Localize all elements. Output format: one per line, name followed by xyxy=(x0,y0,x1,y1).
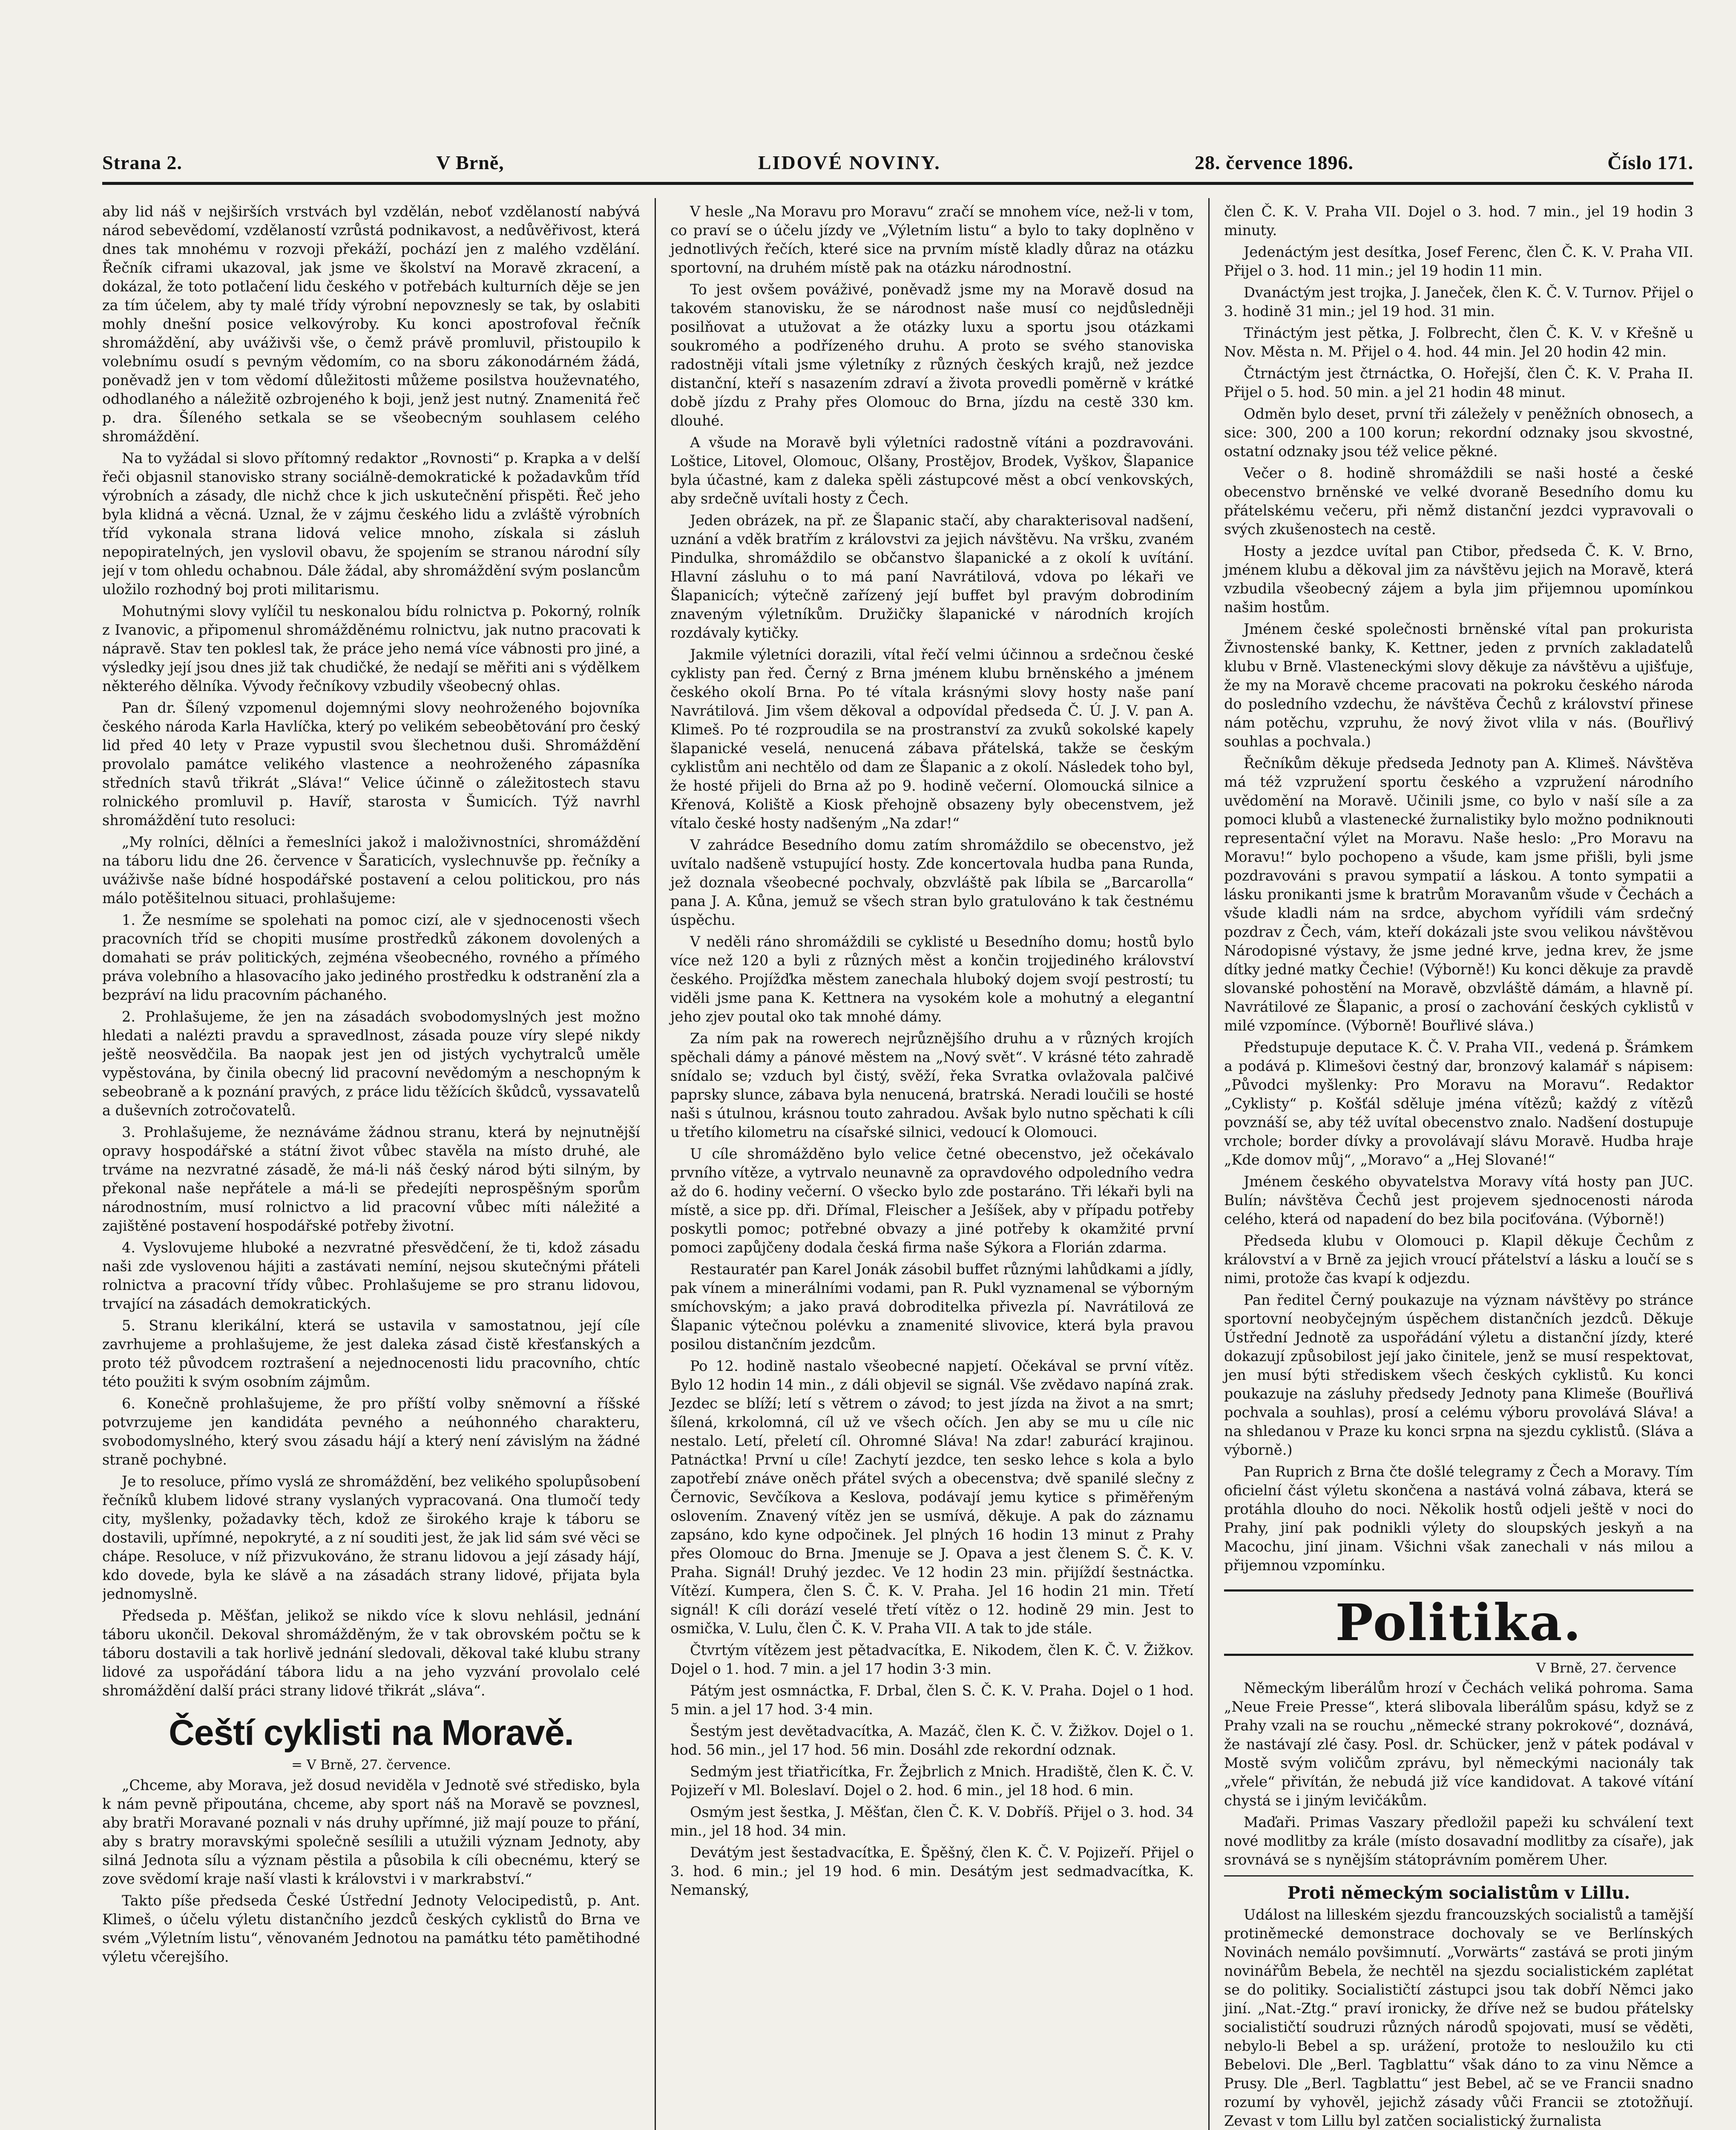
paragraph: Jakmile výletníci dorazili, vítal řečí velmi účinnou a srdečnou české cyklisty pan řed. Černý z Brna jménem klubu brněnského a jménem českého okolí Brna. Po té vítala krásnými slovy hosty naše paní Navrátilová. Jim všem děkoval a odpovídal předseda Č. Ú. J. V. pan A. Klimeš. Po té rozproudila se na prostranství za zvuků sokolské kapely šlapanické veselá, nenucená zábava přátelská, takže se českým cyklistům ani nechtělo od dam ze Šlapanic a z okolí. Následek toho byl, že hosté přijeli do Brna až po 9. hodině večerní. Olomoucká silnice a Křenová, Koliště a Kiosk přehojně obsazeny byly obecenstvem, jež vítalo české hosty nadšeným „Na zdar!“ xyxy=(670,646,1194,832)
paragraph: Za ním pak na rowerech nejrůznějšího druhu a v různých krojích spěchali dámy a pánové městem na „Nový svět“. V krásné této zahradě snídalo se; vzduch byl čistý, svěží, řeka Svratka ovlažovala palčivé paprsky slunce, zábava byla nenucená, bratrská. Neradi loučili se hosté naši s útulnou, krásnou touto zahradou. Avšak bylo nutno spěchati k cíli u třetího kilometru na císařské silnici, vedoucí k Olomouci. xyxy=(670,1030,1194,1140)
issue-number: Číslo 171. xyxy=(1607,152,1693,173)
race-result: Čtrnáctým jest čtrnáctka, O. Hořejší, člen Č. K. V. Praha II. Přijel o 5. hod. 50 min. a jel 21 hodin 48 minut. xyxy=(1224,365,1693,400)
paragraph: Předseda p. Měšťan, jelikož se nikdo více k slovu nehlásil, jednání táboru ukončil. Dekoval shromážděným, že v tak obrovském počtu se k táboru dostavili a tak horlivě jednání sledovali, děkoval také klubu strany lidové za uspořádání tábora lidu a na jeho vyzvání provolalo celé shromáždění další práci strany lidové třikrát „sláva“. xyxy=(102,1607,640,1699)
resolution-point: 2. Prohlašujeme, že jen na zásadách svobodomyslných jest možno hledati a nalézti pravdu a spravedlnost, zásada pouze víry slepé nikdy ještě neosvědčila. Ba naopak jest jen od jistých vychytralců uměle vypěstována, by činila obecný lid pracovní nevědomým a neschopným k sebeobraně a k poznání pravých, z práce lidu těžících škůdců, vyssavatelů a duševních zotročovatelů. xyxy=(102,1008,640,1119)
page-number: Strana 2. xyxy=(102,152,182,173)
column-3 xyxy=(1210,198,1693,2130)
column-1 xyxy=(102,198,656,2130)
paragraph: Je to resoluce, přímo vyslá ze shromáždění, bez velikého spolupůsobení řečníků klubem lidové strany vyslaných vypracovaná. Ona tlumočí tedy city, myšlenky, požadavky těch, kdož ze širokého kraje k táboru se dostavili, upřímné, nepokryté, a z ní souditi jest, že jak lid sám své věci se chápe. Resoluce, v níž přizvukováno, že stranu lidovou a její zásady hájí, kdo dovede, byla ke slávě a na zásadách strany lidové, přijata byla jednomyslně. xyxy=(102,1473,640,1602)
paragraph: Řečníkům děkuje předseda Jednoty pan A. Klimeš. Návštěva má též vzpružení sportu českého a vzpružení národního uvědomění na Moravě. Učinili jsme, co bylo v naší síle a za pomoci klubů a vlastenecké žurnalistiky bylo možno podniknouti representační výlet na Moravu. Naše heslo: „Pro Moravu na Moravu!“ bylo pochopeno a všude, kam jsme přišli, byli jsme pozdravováni s pravou sympatií a láskou. A tonto sympatii a lásku pronikanti jsme k bratrům Moravanům všude v Čechách a všude kladli nám na srdce, abychom vyřídili vám srdečný pozdrav z Čech, vám, kteří dokázali jste svou velikou návštěvou Národopisné výstavy, že jsme jedné krve, jedna krev, že jsme dítky jedné matky Čechie! (Výborně!) Ku konci děkuje za pravdě slovanské pohostění na Moravě, obzvláště dámám, a hlavně pí. Navrátilové ze Šlapanic, a prosí o zachování českých cyklistů v milé vzpomínce. (Výborně! Bouřlivé sláva.) xyxy=(1224,755,1693,1034)
race-result: Šestým jest devětadvacítka, A. Mazáč, člen K. Č. V. Žižkov. Dojel o 1. hod. 56 min., jel 17 hod. 56 min. Dosáhl zde rekordní odznak. xyxy=(670,1723,1194,1758)
paragraph: „Chceme, aby Morava, jež dosud neviděla v Jednotě své středisko, byla k nám pevně připoutána, chceme, aby sport náš na Moravě se povznesl, aby bratři Moravané poznali v nás druhy upřímné, již mají pouze to přání, aby s bratry moravskými společně sesílili a utužili význam Jednoty, aby silná Jednota sílu a význam pěstila a působila k cíli obecnému, který se zove svědomí kraje naší vlasti k královstvi i v markrabství.“ xyxy=(102,1777,640,1887)
resolution-point: 4. Vyslovujeme hluboké a nezvratné přesvědčení, že ti, kdož zásadu naši zde vyslovenou hájiti a zastávati nemíní, nejsou skutečnými přáteli rolnictva a pracovní třídy vůbec. Prohlašujeme se pro stranu lidovou, trvající na zásadách demokratických. xyxy=(102,1239,640,1312)
masthead-rule xyxy=(102,182,1693,185)
section-headline: Politika. xyxy=(1224,1589,1693,1656)
issue-date: 28. července 1896. xyxy=(1194,152,1354,173)
article-headline: Čeští cyklisti na Moravě. xyxy=(169,1713,574,1753)
resolution-point: 5. Stranu klerikální, která se ustavila v samostatnou, její cíle zavrhujeme a prohlašujeme, že jest daleka zásad čistě křesťanských a proto též původcem roztrašení a nejednocenosti lidu pracovního, chtíc této použiti k svým osobním zájmům. xyxy=(102,1317,640,1390)
race-result: Dvanáctým jest trojka, J. Janeček, člen K. Č. V. Turnov. Přijel o 3. hodině 31 min.; jel 19 hod. 31 min. xyxy=(1224,284,1693,320)
paragraph: Pan ředitel Černý poukazuje na význam návštěvy po stránce sportovní neobyčejným úspěchem distančních jezdců. Děkuje Ústřední Jednotě za uspořádání výletu a distanční jízdy, které dokazují způsobilost její jako činitele, jenž se musí respektovat, jen musí býti střediskem všech českých cyklistů. Ku konci poukazuje na zásluhy předsedy Jednoty pana Klimeše (Bouřlivá pochvala a souhlas), prosí a celému výboru provolává Sláva! a na shledanou v Praze ku konci srpna na sjezdu cyklistů. (Sláva a výborně.) xyxy=(1224,1292,1693,1458)
paragraph: Německým liberálům hrozí v Čechách veliká pohroma. Sama „Neue Freie Presse“, která slibovala liberálům spásu, když se z Prahy vzali na se rouchu „německé strany pokrokové“, doznává, že nastávají zlé časy. Posl. dr. Schücker, jenž v pátek podával v Mostě svým voličům zprávu, byl německými nacionály tak „vřele“ přivítán, že nebudá již více kandidovat. A takové vítání chystá se i jiným levičákům. xyxy=(1224,1680,1693,1809)
resolution-point: 3. Prohlašujeme, že neznáváme žádnou stranu, která by nejnutnější opravy hospodářské a státní život vůbec stavěla na místo druhé, ale trváme na nezvratné zásadě, že má-li náš český národ býti silným, by překonal naše nepřátele a má-li se předejíti neprospěšným sporům národnostním, musí rolnictvo a lid pracovní vůbec míti náležité a zajištěné postavení hospodářské potřeby životní. xyxy=(102,1124,640,1234)
paragraph: Po 12. hodině nastalo všeobecné napjetí. Očekával se první vítěz. Bylo 12 hodin 14 min., z dáli objevil se signál. Vše zvědavo napíná zrak. Jezdec se blíží; letí s větrem o závod; to jest jízda na život a na smrt; šílená, krkolomná, cíl už ve všech očích. Jen aby se mu u cíle nic nestalo. Letí, přeletí cíl. Ohromné Sláva! Na zdar! zaburácí krajinou. Patnáctka! První u cíle! Zachytí jezdce, ten sesko lehce s kola a bylo zapotřebí znáve oněch přátel svých a obecenstva; dvě spanilé slečny z Černovic, Sevčíkova a Keslova, podávají jemu kytice s přiměřeným oslovením. Znavený vítěz jen se usmívá, děkuje. A pak do záznamu zapsáno, kdo kyne odpočinek. Jel plných 16 hodin 13 minut z Prahy přes Olomouc do Brna. Jmenuje se J. Opava a jest členem S. Č. K. V. Praha. Signál! Druhý jezdec. Ve 12 hodin 23 min. přijíždí šestnáctka. Vítězí. Kumpera, člen S. Č. K. V. Praha. Jel 16 hodin 21 min. Třetí signál! K cíli dorází veselé třetí vítěz o 12. hodině 29 min. Jest to osmička, V. Lulu, člen Č. K. V. Praha VII. A tak to jde stále. xyxy=(670,1358,1194,1637)
race-result: Sedmým jest třiatřicítka, Fr. Žejbrlich z Mnich. Hradiště, člen K. Č. V. Pojizeří v Ml. Boleslaví. Dojel o 2. hod. 6 min., jel 18 hod. 6 min. xyxy=(670,1763,1194,1799)
paragraph: To jest ovšem pováživé, poněvadž jsme my na Moravě dosud na takovém stanovisku, že se národnost naše musí co nejdůsledněji posilňovat a utužovat a že otázky luxu a sportu jsou otázkami soukromého a podřízeného druhu. A proto se svého stanoviska radostněji vítali jsme výletníky z různých českých krajů, než jezdce distanční, kteří s nasazením zdraví a života provedli poměrně v krátké době jízdu z Prahy přes Olomouc do Brna, jízdu na cestě 330 km. dlouhé. xyxy=(670,281,1194,429)
race-result: Třináctým jest pětka, J. Folbrecht, člen Č. K. V. v Křešně u Nov. Města n. M. Přijel o 4. hod. 44 min. Jel 20 hodin 42 min. xyxy=(1224,325,1693,360)
column-2 xyxy=(656,198,1210,2130)
resolution-point: 1. Že nesmíme se spolehati na pomoc cizí, ale v sjednocenosti všech pracovních tříd se chopiti musíme prostředků zákonem dovolených a domahati se práv politických, zejména všeobecného, rovného a přímého práva volebního a hlasovacího jako jediného prostředku k odstranění zla a bezpráví na lidu pracovním páchaného. xyxy=(102,912,640,1003)
newspaper-page xyxy=(102,151,1693,2130)
paragraph: Pan dr. Šílený vzpomenul dojemnými slovy neohroženého bojovníka českého národa Karla Havlíčka, který po velikém sebeobětování pro český lid před 40 lety v Praze vypustil svou šlechetnou duši. Shromáždění provolalo památce velikého vlastence a neohroženého zápasníka středních stavů třikrát „Sláva!“ Velice účinně o záležitostech stavu rolnického promluvil p. Havíř, starosta v Šumicích. Týž navrhl shromáždění tuto resoluci: xyxy=(102,699,640,829)
paragraph: Maďaři. Primas Vaszary předložil papeži ku schválení text nové modlitby za krále (místo dosavadní modlitby za císaře), jak srovnává se s nynějším státoprávním poměrem Uher. xyxy=(1224,1814,1693,1868)
paragraph: V neděli ráno shromáždili se cyklisté u Besedního domu; hostů bylo více než 120 a byli z různých měst a končin trojjediného království českého. Projížďka městem zanechala hluboký dojem svojí pestrostí; tu viděli jsme pana K. Kettnera na vysokém kole a mohutný a elegantní jeho zjev poutal oko tak mnohé dámy. xyxy=(670,933,1194,1025)
paragraph: Hosty a jezdce uvítal pan Ctibor, předseda Č. K. V. Brno, jménem klubu a děkoval jim za návštěvu jejich na Moravě, která vzbudila všeobecný zájem a byla jim přijemnou upomínkou našim hostům. xyxy=(1224,543,1693,616)
paragraph: Takto píše předseda České Ústřední Jednoty Velocipedistů, p. Ant. Klimeš, o účelu výletu distančního jezdců českých cyklistů do Brna ve svém „Výletním listu“, věnovaném Jednotou na památku této pamětihodné výletu včerejšího. xyxy=(102,1892,640,1965)
race-result: člen Č. K. V. Praha VII. Dojel o 3. hod. 7 min., jel 19 hodin 3 minuty. xyxy=(1224,203,1693,239)
paragraph: Předseda klubu v Olomouci p. Klapil děkuje Čechům z království a v Brně za jejich vroucí přátelství a lásku a loučí se s nimi, protože čas kvapí k odjezdu. xyxy=(1224,1232,1693,1287)
item-headline: Proti německým socialistům v Lillu. xyxy=(1224,1875,1693,1905)
paragraph: V zahrádce Besedního domu zatím shromáždilo se obecenstvo, jež uvítalo nadšeně vstupující hosty. Zde koncertovala hudba pana Runda, jež doznala všeobecné pochvaly, obzvláště pak líbila se „Barcarolla“ pana J. A. Kůna, jemuž se všech stran bylo gratulováno k tak čestnému úspěchu. xyxy=(670,837,1194,928)
dateline: = V Brně, 27. července. xyxy=(291,1757,451,1773)
paragraph: aby lid náš v nejširších vrstvách byl vzdělán, neboť vzdělaností nabývá národ sebevědomí, vzdělaností vzrůstá podnikavost, a nedůvěřivost, která dnes tak mnohému v rozvoji překáží, pochází jen z malého vzdělání. Řečník ciframi ukazoval, jak jsme ve školství na Moravě zkracení, a dokázal, že toto potlačení lidu českého v potřebách kulturních děje se jen za tím účelem, aby ty malé třídy výrobní nepovznesly se tak, by oslabiti mohly dnešní posice velkovýroby. Ku konci apostrofoval řečník shromáždění, aby uváživši vše, o čemž právě promluvil, přistoupilo k volebnímu osudí s pevným vědomím, co na sboru zákonodárném žádá, poněvadž jen v tom vědomí důležitosti můžeme posilstva houževnatého, odhodlaného a náležitě ozbrojeného k boji, jenž jest nutný. Znamenitá řeč p. dra. Šíleného setkala se se všeobecným souhlasem celého shromáždění. xyxy=(102,203,640,445)
paragraph: Událost na lilleském sjezdu francouzských socialistů a tamější protiněmecké demonstrace dochovaly se ve Berlínských Novinách nemálo povšimnutí. „Vorwärts“ zastává se proti jiným novinářům Bebela, že nechtěl na sjezdu socialistickém zaplétat se do politiky. Socialističtí zástupci jsou tak dobří Němci jako jiní. „Nat.-Ztg.“ praví ironicky, že dříve než se budou přátelsky socialističtí soudruzi různých národů spojovati, musí se věděti, nebylo-li Bebel a sp. urážení, protože to nesloužilo ku cti Bebelovi. Dle „Berl. Tagblattu“ však dáno to za vinu Němce a Prusy. Dle „Berl. Tagblattu“ jest Bebel, ač se ve Francii snadno rozumí by vyhověl, jejichž zásady vůči Francii se ztotožňují. Zevast v tom Lillu byl zatčen socialistický žurnalista xyxy=(1224,1906,1693,2129)
paragraph: Večer o 8. hodině shromáždili se naši hosté a české obecenstvo brněnské ve velké dvoraně Besedního domu ku přátelskému večeru, při němž distanční jezdci vypravovali o svých zkušenostech na cestě. xyxy=(1224,465,1693,538)
paragraph: A všude na Moravě byli výletníci radostně vítáni a pozdravováni. Loštice, Litovel, Olomouc, Olšany, Prostějov, Brodek, Vyškov, Šlapanice byla účastné, kam z daleka spěli zástupcové měst a obcí venkovských, aby srdečně uvítali hosty z Čech. xyxy=(670,434,1194,507)
paragraph: Mohutnými slovy vylíčil tu neskonalou bídu rolnictva p. Pokorný, rolník z Ivanovic, a připomenul shromážděnému rolnictvu, jak nutno pracovati k nápravě. Stav ten poklesl tak, že práce jeho nemá více vábnosti pro jiné, a výsledky její jsou dnes již tak chudičké, že nedají se měřiti ani s výdělkem některého dělníka. Vývody řečníkovy vzbudily všeobecný ohlas. xyxy=(102,603,640,694)
paragraph: Jménem českého obyvatelstva Moravy vítá hosty pan JUC. Bulín; návštěva Čechů jest projevem sjednocenosti národa celého, která od napadení do bez bila pociťována. (Výborně!) xyxy=(1224,1173,1693,1227)
race-result: Pátým jest osmnáctka, F. Drbal, člen S. Č. K. V. Praha. Dojel o 1 hod. 5 min. a jel 17 hod. 3·4 min. xyxy=(670,1682,1194,1718)
resolution-intro: „My rolníci, dělníci a řemeslníci jakož i maloživnostníci, shromáždění na táboru lidu dne 26. července v Šaraticích, vyslechnuvše pp. řečníky a uváživše naše bídné hospodářské postavení a celou politickou, pro nás málo potěšitelnou situaci, prohlašujeme: xyxy=(102,834,640,907)
newspaper-title: LIDOVÉ NOVINY. xyxy=(758,152,941,173)
paragraph: Jménem české společnosti brněnské vítal pan prokurista Živnostenské banky, K. Kettner, jeden z prvních zakladatelů klubu v Brně. Vlasteneckými slovy děkuje za návštěvu a ujišťuje, že my na Moravě chceme pracovati na pokroku českého národa do posledního vzdechu, že návštěva Čechů z království přinese nám potěchu, vzpruhu, že nový život vlila v nás. (Bouřlivý souhlas a pochvala.) xyxy=(1224,621,1693,750)
race-result: Čtvrtým vítězem jest pětadvacítka, E. Nikodem, člen K. Č. V. Žižkov. Dojel o 1. hod. 7 min. a jel 17 hodin 3·3 min. xyxy=(670,1642,1194,1677)
resolution-point: 6. Konečně prohlašujeme, že pro příští volby sněmovní a říšské potvrzujeme jen kandidáta pevného a neúhonného charakteru, svobodomyslného, který svou zásadu hájí a který není závislým na žádné straně pochybné. xyxy=(102,1395,640,1468)
paragraph: U cíle shromážděno bylo velice četné obecenstvo, jež očekávalo prvního vítěze, a vytrvalo neunavně za opravdového odpoledního vedra až do 6. hodiny večerní. O všecko bylo zde postaráno. Tři lékaři byli na místě, a sice pp. dři. Dřímal, Fleischer a Ješíšek, aby v případu potřeby poskytli pomoc; potřebné obvazy a jiné potřeby k okamžité první pomoci zapůjčeny dodala česká firma naše Sýkora a Florián zdarma. xyxy=(670,1146,1194,1256)
paragraph: Restauratér pan Karel Jonák zásobil buffet různými lahůdkami a jídly, pak vínem a minerálními vodami, pan R. Pukl vyznamenal se výborným smíchovským; a jako pravá dobroditelka přivezla pí. Navrátilová ze Šlapanic výtečnou polévku a znamenité slivovice, která byla pravou posilou distančním jezdcům. xyxy=(670,1261,1194,1353)
paragraph: Předstupuje deputace K. Č. V. Praha VII., vedená p. Šrámkem a podává p. Klimešovi čestný dar, bronzový kalamář s nápisem: „Původci myšlenky: Pro Moravu na Moravu“. Redaktor „Cyklisty“ p. Košťál sděluje jména vítězů; každý z vítězů povznáší se, aby též uvítal obecenstvo znalo. Nadšení dostupuje vrchole; border dívky a provolávají slávu Moravě. Hudba hraje „Kde domov můj“, „Moravo“ a „Hej Slované!“ xyxy=(1224,1039,1693,1168)
race-result: Osmým jest šestka, J. Měšťan, člen Č. K. V. Dobříš. Přijel o 3. hod. 34 min., jel 18 hod. 34 min. xyxy=(670,1804,1194,1839)
paragraph: Jeden obrázek, na př. ze Šlapanic stačí, aby charakterisoval nadšení, uznání a vděk bratřím z královstvi za jejich návštěvu. Na vršku, zvaném Pindulka, shromáždilo se občanstvo šlapanické a z okolí k uvítání. Hlavní zásluhu o to má paní Navrátilová, vdova po lékaři ve Šlapanicích; výtečně zařízený její buffet byl pravým dobrodiním znaveným výletníkům. Družičky šlapanické v národních krojích rozdávaly kytičky. xyxy=(670,512,1194,641)
paragraph: Na to vyžádal si slovo přítomný redaktor „Rovnosti“ p. Krapka a v delší řeči objasnil stanovisko strany sociálně-demokratické k požadavkům tříd výrobních a zásady, dle nichž chce k jich uskutečnění přispěti. Řeč jeho byla klidná a věcná. Uznal, že v zájmu českého lidu a zvláště výrobních tříd vykonala strana lidová velice mnoho, získala si zásluh nepopiratelných, jen vyslovil obavu, že spojením se stranou národní síly její v tom ohledu ochabnou. Dále žádal, aby shromáždění svým poslancům uložilo rozhodný boj proti militarismu. xyxy=(102,450,640,598)
masthead xyxy=(102,151,1693,179)
dateline: V Brně, 27. července xyxy=(1536,1661,1676,1676)
place: V Brně, xyxy=(436,152,504,173)
race-result: Devátým jest šestadvacítka, E. Špěšný, člen K. Č. V. Pojizeří. Přijel o 3. hod. 6 min.; jel 19 hod. 6 min. Desátým jest sedmadvacítka, K. Nemanský, xyxy=(670,1844,1194,1898)
paragraph: V hesle „Na Moravu pro Moravu“ zračí se mnohem více, než-li v tom, co praví se o účelu jízdy ve „Výletním listu“ a bylo to taky doplněno v jednotlivých řečích, které sice na prvním místě kladly důraz na otázku sportovní, na druhém místě pak na otázku národnostní. xyxy=(670,203,1194,276)
columns xyxy=(102,198,1693,2130)
race-result: Jedenáctým jest desítka, Josef Ferenc, člen Č. K. V. Praha VII. Přijel o 3. hod. 11 min.; jel 19 hodin 11 min. xyxy=(1224,244,1693,279)
paragraph: Odměn bylo deset, první tři záležely v peněžních obnosech, a sice: 300, 200 a 100 korun; rekordní odznaky jsou skvostné, ostatní odznaky jsou též velice pěkné. xyxy=(1224,406,1693,460)
paragraph: Pan Ruprich z Brna čte došlé telegramy z Čech a Moravy. Tím oficielní část výletu skončena a nastává volná zábava, která se protáhla dlouho do noci. Několik hostů odjeli ještě v noci do Prahy, jiní pak podnikli výlety do sloupských jeskyň a na Macochu, jiní jinam. Všichni však zanechali v nás milou a přijemnou vzpomínku. xyxy=(1224,1463,1693,1574)
